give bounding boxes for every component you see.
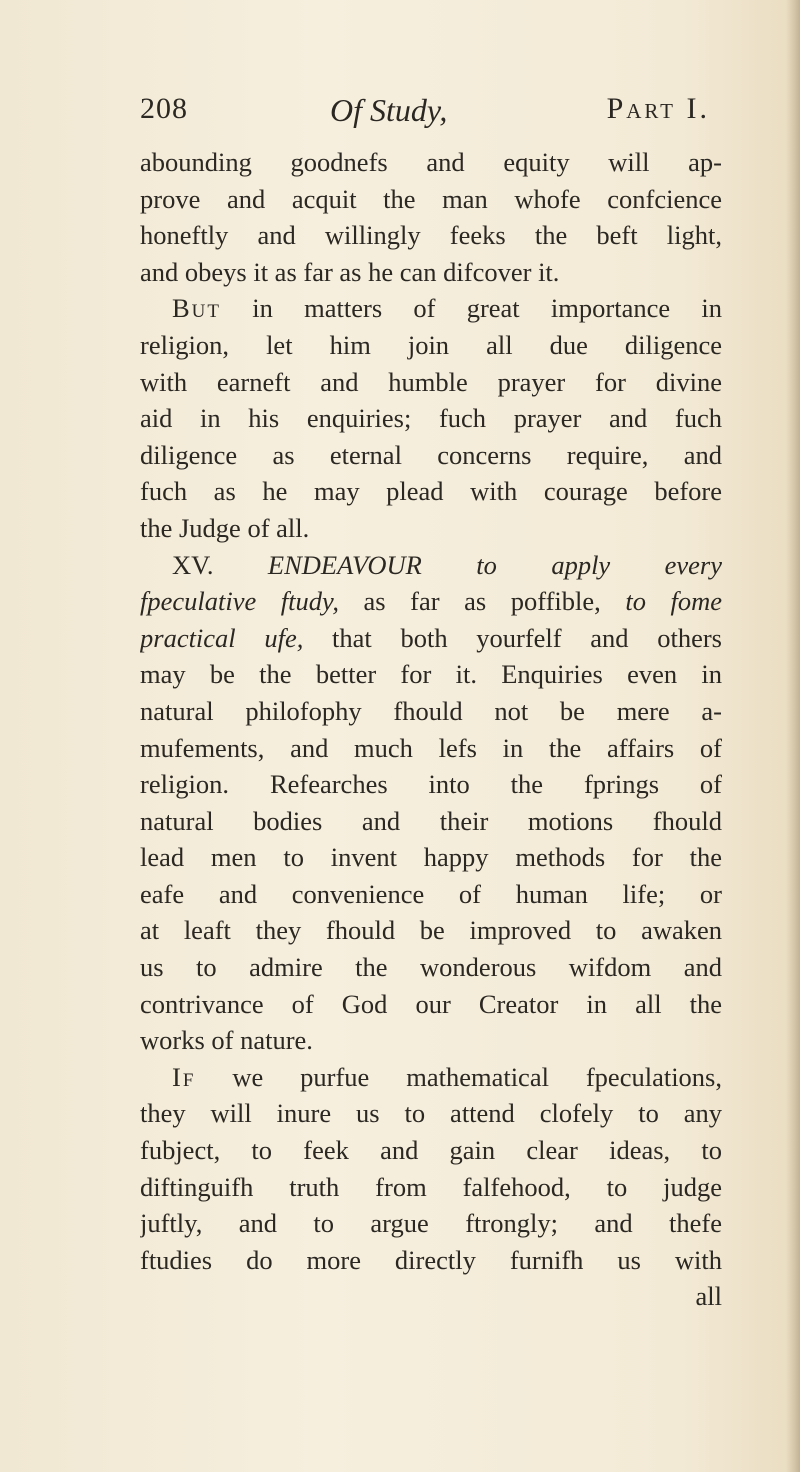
text-line: may be the better for it. Enquiries even in: [140, 659, 722, 690]
part-label: Part I.: [606, 92, 710, 125]
text-span: as far as poffible,: [338, 586, 626, 617]
section-heading-line: [140, 547, 722, 584]
text-line: [140, 583, 722, 620]
text-line: religion. Refearches into the fprings of: [140, 769, 722, 800]
text-line: the Judge of all.: [140, 512, 310, 543]
text-line: with earneft and humble prayer for divine: [140, 366, 722, 397]
text-line: religion, let him join all due diligence: [140, 329, 722, 360]
italic-span: fpeculative ftudy,: [140, 586, 339, 617]
text-line: natural philofophy fhould not be mere a-: [140, 695, 722, 726]
italic-span: to fome: [625, 586, 722, 617]
text-line: fubject, to feek and gain clear ideas, to: [140, 1135, 722, 1166]
text-line: fuch as he may plead with courage before: [140, 476, 722, 507]
text-span: that both yourfelf and others: [303, 622, 722, 653]
text-line: contrivance of God our Creator in all the: [140, 988, 722, 1019]
section-number: XV.: [172, 549, 268, 580]
small-caps-lead: If: [172, 1061, 196, 1092]
paragraph-start-line: [140, 290, 722, 327]
text-line: diftinguifh truth from falfehood, to judge: [140, 1171, 722, 1202]
page-number: 208: [140, 92, 188, 125]
text-line: [140, 620, 722, 657]
text-line: they will inure us to attend clofely to any: [140, 1098, 722, 1129]
text-line: prove and acquit the man whofe confcience: [140, 183, 722, 214]
paragraph-start-line: [140, 1059, 722, 1096]
text-line: and obeys it as far as he can difcover it.: [140, 256, 560, 287]
italic-span: practical ufe,: [140, 622, 304, 653]
running-title: Of Study,: [330, 92, 448, 128]
text-line: honeftly and willingly feeks the beft light,: [140, 220, 722, 251]
catchword: all: [695, 1281, 722, 1312]
text-line: diligence as eternal concerns require, and: [140, 439, 722, 470]
text-span: we purfue mathematical fpeculations,: [195, 1061, 722, 1092]
text-line: works of nature.: [140, 1025, 313, 1056]
text-line: lead men to invent happy methods for the: [140, 842, 722, 873]
text-line: natural bodies and their motions fhould: [140, 805, 722, 836]
body-text: [140, 144, 722, 1315]
text-line: mufements, and much lefs in the affairs of: [140, 732, 722, 763]
text-line: us to admire the wonderous wifdom and: [140, 952, 722, 983]
page-edge-shadow: [786, 0, 800, 1472]
text-span: in matters of great importance in: [221, 293, 722, 324]
section-heading: ENDEAVOUR to apply every: [267, 549, 722, 580]
text-line: juftly, and to argue ftrongly; and thefe: [140, 1208, 722, 1239]
text-line: at leaft they fhould be improved to awaken: [140, 915, 722, 946]
page-header: [140, 92, 710, 142]
text-line: eafe and convenience of human life; or: [140, 878, 722, 909]
text-line: ftudies do more directly furnifh us with: [140, 1244, 722, 1275]
text-line: abounding goodnefs and equity will ap-: [140, 147, 722, 177]
small-caps-lead: But: [172, 293, 222, 324]
text-line: aid in his enquiries; fuch prayer and fuch: [140, 403, 722, 434]
